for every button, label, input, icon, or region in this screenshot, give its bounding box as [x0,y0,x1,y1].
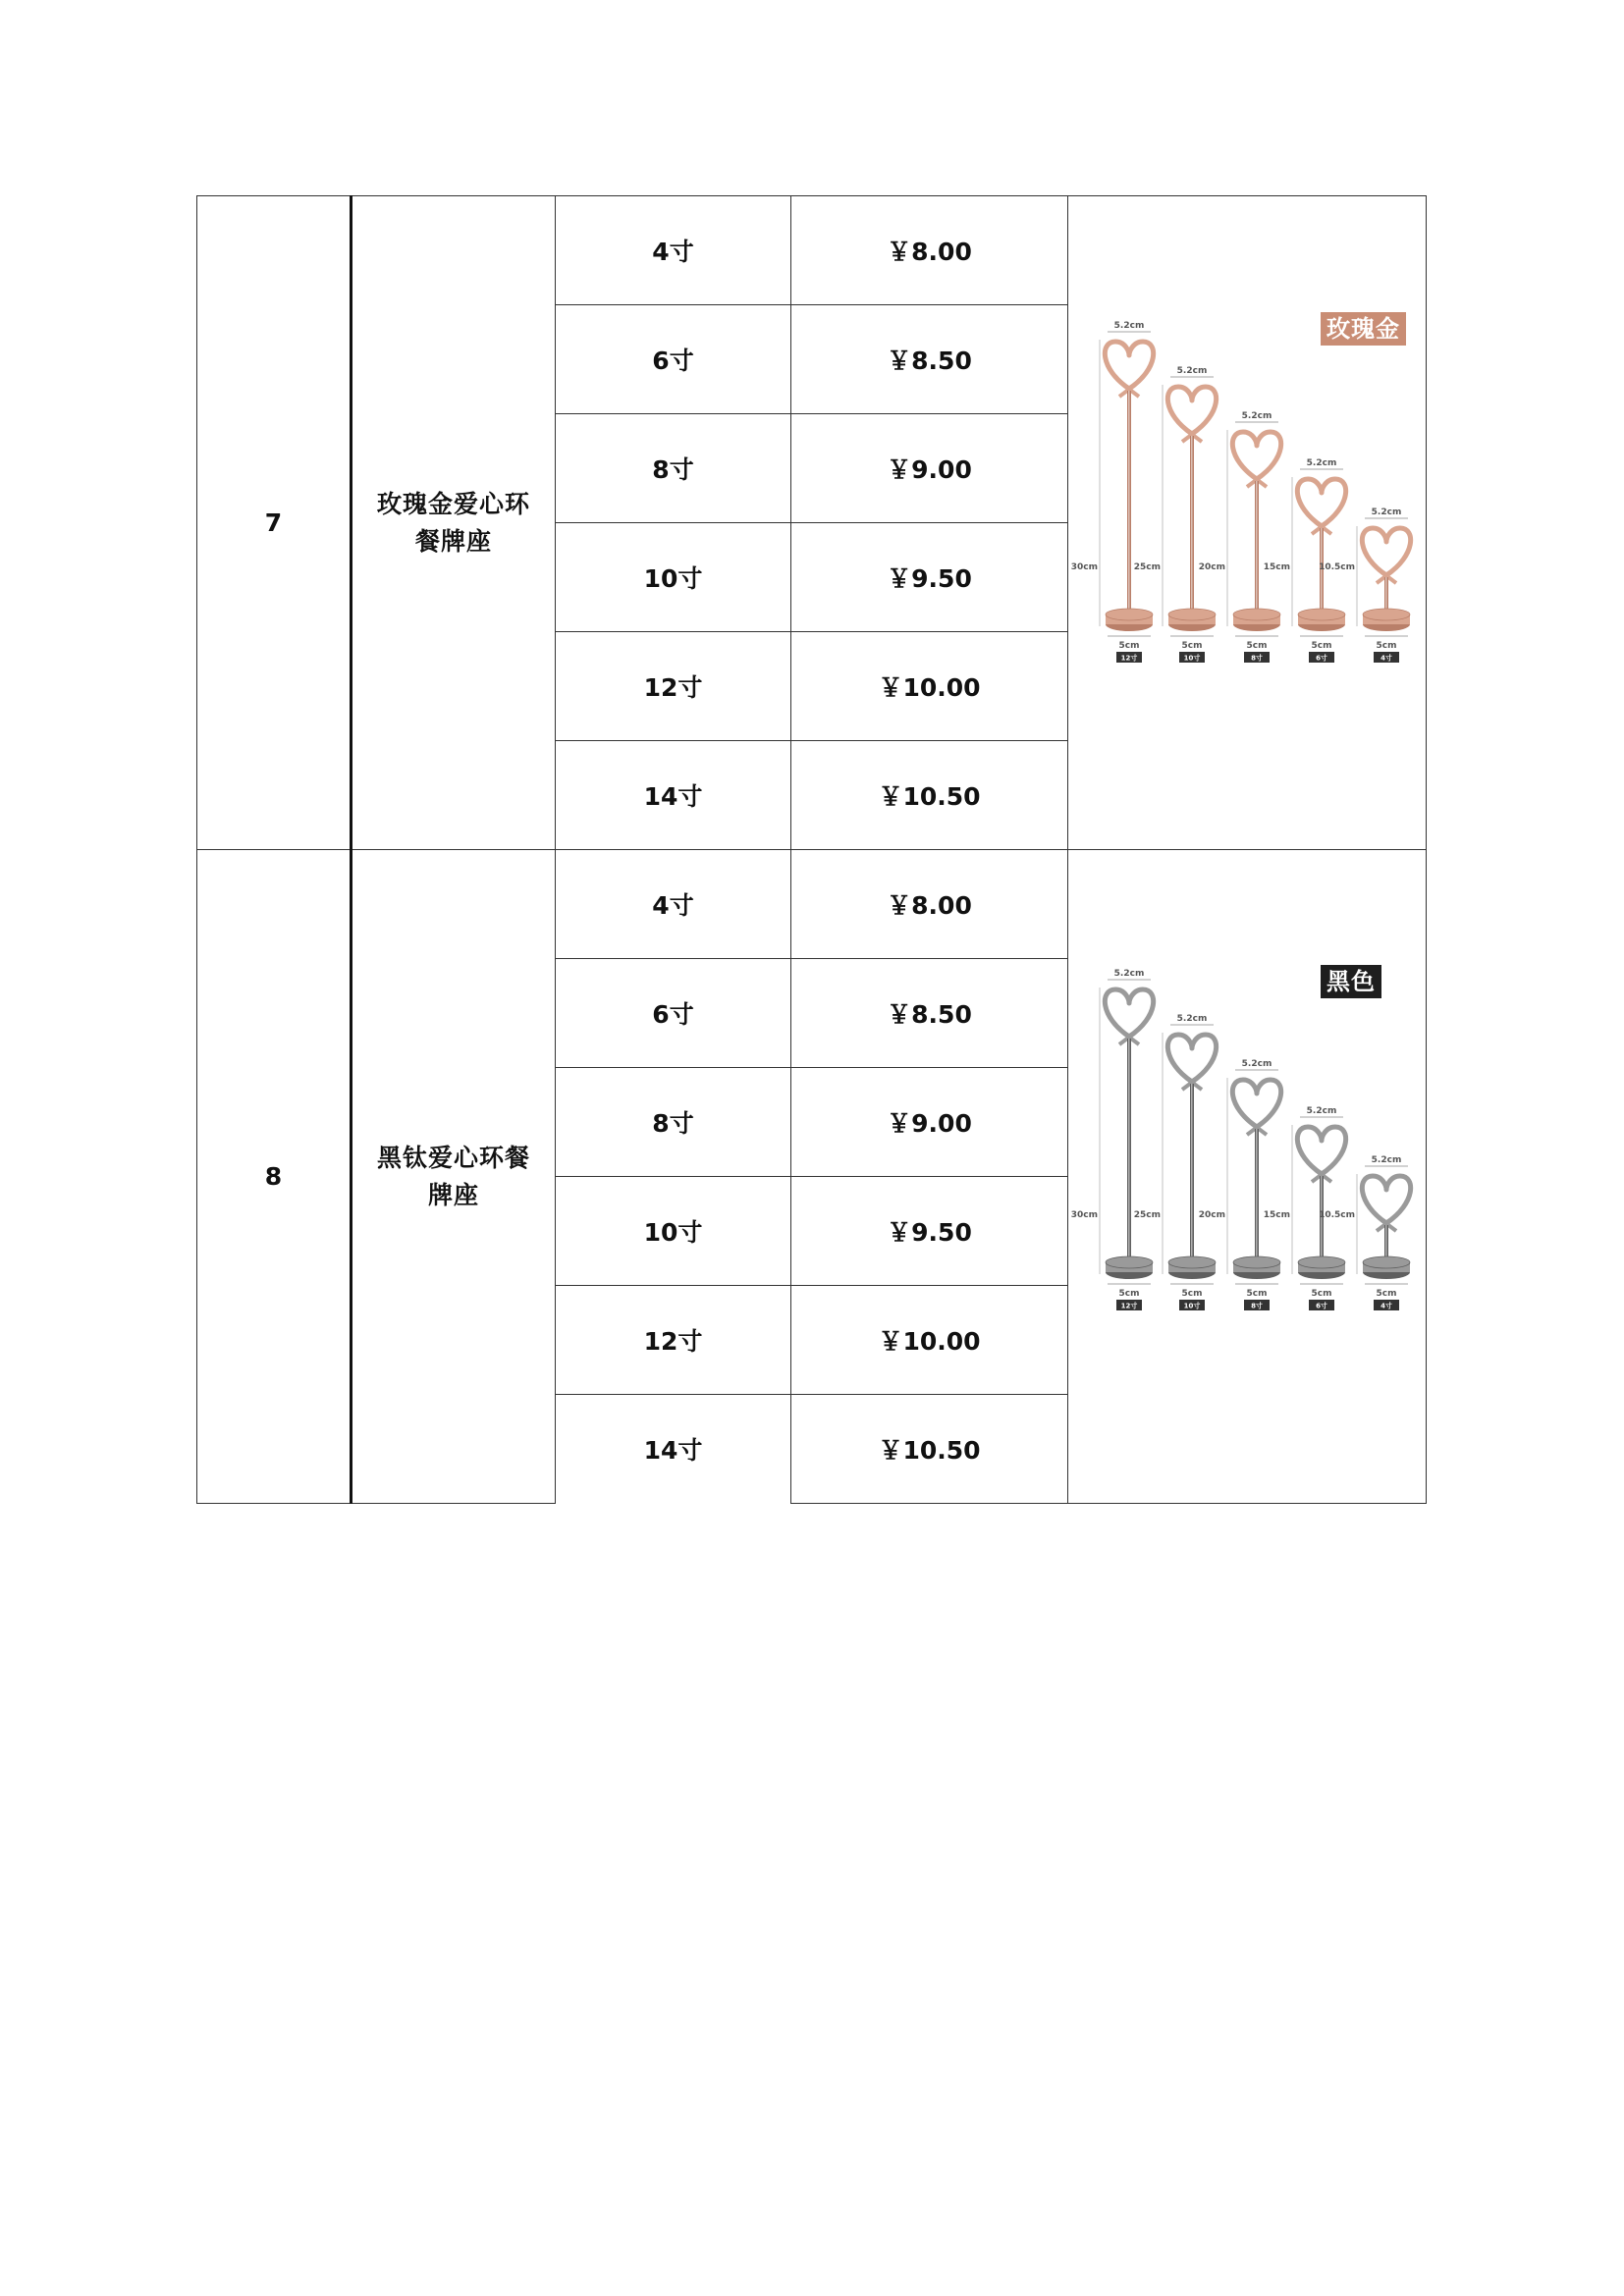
product-image-cell [1068,850,1427,1504]
svg-text:5cm: 5cm [1376,641,1397,651]
svg-text:4寸: 4寸 [1380,1302,1392,1310]
price-cell: ￥10.50 [791,1395,1068,1504]
holder-item [1319,507,1411,663]
svg-text:5.2cm: 5.2cm [1113,969,1145,979]
svg-text:25cm: 25cm [1133,1210,1161,1220]
size-cell: 4寸 [556,850,791,959]
size-cell: 8寸 [556,1068,791,1177]
svg-text:5cm: 5cm [1311,641,1332,651]
svg-text:5.2cm: 5.2cm [1241,411,1272,421]
svg-text:10.5cm: 10.5cm [1319,562,1355,572]
size-cell: 6寸 [556,305,791,414]
svg-text:5cm: 5cm [1376,1289,1397,1299]
holder-item [1071,969,1154,1310]
price-sheet [196,195,1426,1531]
price-cell: ￥9.50 [791,1177,1068,1286]
svg-text:5.2cm: 5.2cm [1176,1014,1208,1024]
svg-text:12寸: 12寸 [1120,654,1138,663]
holder-illustration [1070,312,1422,685]
svg-text:20cm: 20cm [1198,1210,1225,1220]
table-row [197,850,1427,959]
holder-item [1264,458,1346,663]
product-number: 7 [197,196,352,850]
svg-text:5cm: 5cm [1246,641,1268,651]
color-badge: 黑色 [1321,965,1381,998]
price-table [196,195,1427,1504]
size-cell: 14寸 [556,1395,791,1504]
svg-text:12寸: 12寸 [1120,1302,1138,1310]
holder-item [1071,321,1154,663]
svg-text:5.2cm: 5.2cm [1371,1155,1402,1165]
holder-illustration [1070,960,1422,1333]
price-cell: ￥8.50 [791,305,1068,414]
product-name: 黑钛爱心环餐牌座 [352,850,556,1504]
product-name: 玫瑰金爱心环餐牌座 [352,196,556,850]
price-cell: ￥9.00 [791,414,1068,523]
price-cell: ￥8.00 [791,850,1068,959]
size-cell: 6寸 [556,959,791,1068]
price-cell: ￥10.00 [791,1286,1068,1395]
svg-text:5cm: 5cm [1181,1289,1203,1299]
table-row [197,196,1427,305]
product-image-cell [1068,196,1427,850]
svg-text:5.2cm: 5.2cm [1176,366,1208,376]
size-cell: 4寸 [556,196,791,305]
svg-text:15cm: 15cm [1263,562,1290,572]
size-cell: 8寸 [556,414,791,523]
svg-text:8寸: 8寸 [1251,1302,1263,1310]
svg-text:5.2cm: 5.2cm [1113,321,1145,331]
svg-text:5.2cm: 5.2cm [1306,1106,1337,1116]
svg-text:5.2cm: 5.2cm [1241,1059,1272,1069]
color-badge: 玫瑰金 [1321,312,1406,346]
svg-text:25cm: 25cm [1133,562,1161,572]
price-cell: ￥9.50 [791,523,1068,632]
holder-item [1319,1155,1411,1310]
svg-text:5.2cm: 5.2cm [1306,458,1337,468]
svg-text:10寸: 10寸 [1183,654,1201,663]
svg-text:5cm: 5cm [1118,1289,1140,1299]
price-cell: ￥10.00 [791,632,1068,741]
svg-text:5.2cm: 5.2cm [1371,507,1402,517]
size-cell: 10寸 [556,523,791,632]
svg-text:6寸: 6寸 [1316,654,1327,663]
svg-text:5cm: 5cm [1311,1289,1332,1299]
price-cell: ￥8.00 [791,196,1068,305]
size-cell: 12寸 [556,1286,791,1395]
product-number: 8 [197,850,352,1504]
product-image [1070,312,1422,685]
product-image [1070,960,1422,1333]
svg-text:4寸: 4寸 [1380,654,1392,663]
svg-text:30cm: 30cm [1070,562,1098,572]
svg-text:20cm: 20cm [1198,562,1225,572]
svg-text:5cm: 5cm [1118,641,1140,651]
price-cell: ￥10.50 [791,741,1068,850]
svg-text:10寸: 10寸 [1183,1302,1201,1310]
price-cell: ￥8.50 [791,959,1068,1068]
svg-text:6寸: 6寸 [1316,1302,1327,1310]
price-cell: ￥9.00 [791,1068,1068,1177]
svg-text:30cm: 30cm [1070,1210,1098,1220]
size-cell: 10寸 [556,1177,791,1286]
svg-text:8寸: 8寸 [1251,654,1263,663]
svg-text:5cm: 5cm [1246,1289,1268,1299]
size-cell: 12寸 [556,632,791,741]
svg-text:5cm: 5cm [1181,641,1203,651]
svg-text:10.5cm: 10.5cm [1319,1210,1355,1220]
size-cell: 14寸 [556,741,791,850]
holder-item [1264,1106,1346,1310]
svg-text:15cm: 15cm [1263,1210,1290,1220]
